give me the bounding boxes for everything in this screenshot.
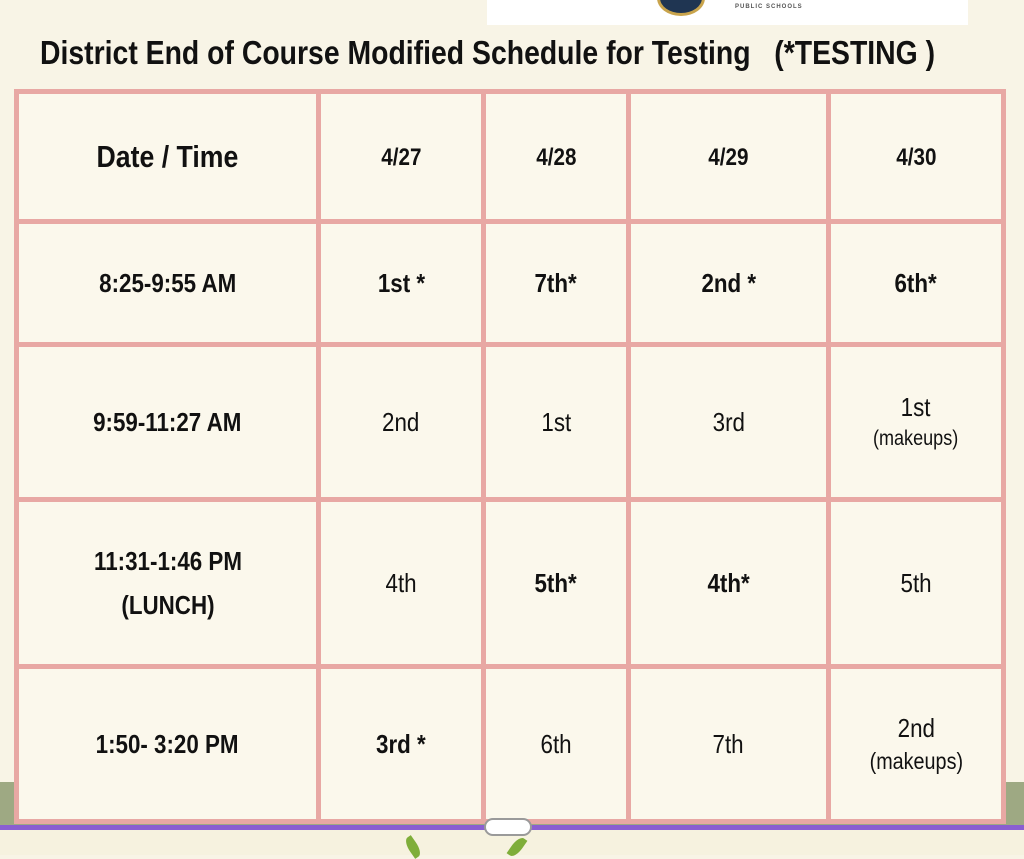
schedule-table: [14, 89, 1006, 824]
scroll-handle[interactable]: [484, 818, 532, 836]
header-date: 4/29: [629, 92, 829, 222]
time-slot: 11:31-1:46 PM (LUNCH): [17, 500, 319, 667]
period-cell: 2nd (makeups): [829, 667, 1004, 822]
makeups-note: (makeups): [873, 427, 959, 450]
schedule-row: [17, 667, 1004, 822]
period-cell: 1st *: [319, 222, 484, 345]
header-date: 4/30: [829, 92, 1004, 222]
period-cell: 6th: [484, 667, 629, 822]
page-title: District End of Course Modified Schedule for Testing (*TESTING ): [40, 34, 936, 71]
logo-banner: [487, 0, 968, 25]
header-row: [17, 92, 1004, 222]
header-date: 4/28: [484, 92, 629, 222]
schedule-row: [17, 345, 1004, 500]
logo-text: PUBLIC SCHOOLS: [735, 4, 803, 10]
period-cell: 7th*: [484, 222, 629, 345]
time-slot: 1:50- 3:20 PM: [17, 667, 319, 822]
period-cell: 4th*: [629, 500, 829, 667]
period-cell: 1st (makeups): [829, 345, 1004, 500]
schedule-row: [17, 222, 1004, 345]
header-date: 4/27: [319, 92, 484, 222]
period-cell: 5th: [829, 500, 1004, 667]
schedule-row: [17, 500, 1004, 667]
period-cell: 4th: [319, 500, 484, 667]
period-cell: 3rd: [629, 345, 829, 500]
period-cell: 5th*: [484, 500, 629, 667]
time-slot: 9:59-11:27 AM: [17, 345, 319, 500]
time-slot: 8:25-9:55 AM: [17, 222, 319, 345]
period-cell: 2nd *: [629, 222, 829, 345]
period-cell: 6th*: [829, 222, 1004, 345]
period-cell: 7th: [629, 667, 829, 822]
period-cell: 1st: [484, 345, 629, 500]
header-date-time: Date / Time: [17, 92, 319, 222]
lunch-note: (LUNCH): [120, 590, 215, 620]
makeups-note: (makeups): [869, 747, 963, 774]
period-cell: 2nd: [319, 345, 484, 500]
period-cell: 3rd *: [319, 667, 484, 822]
